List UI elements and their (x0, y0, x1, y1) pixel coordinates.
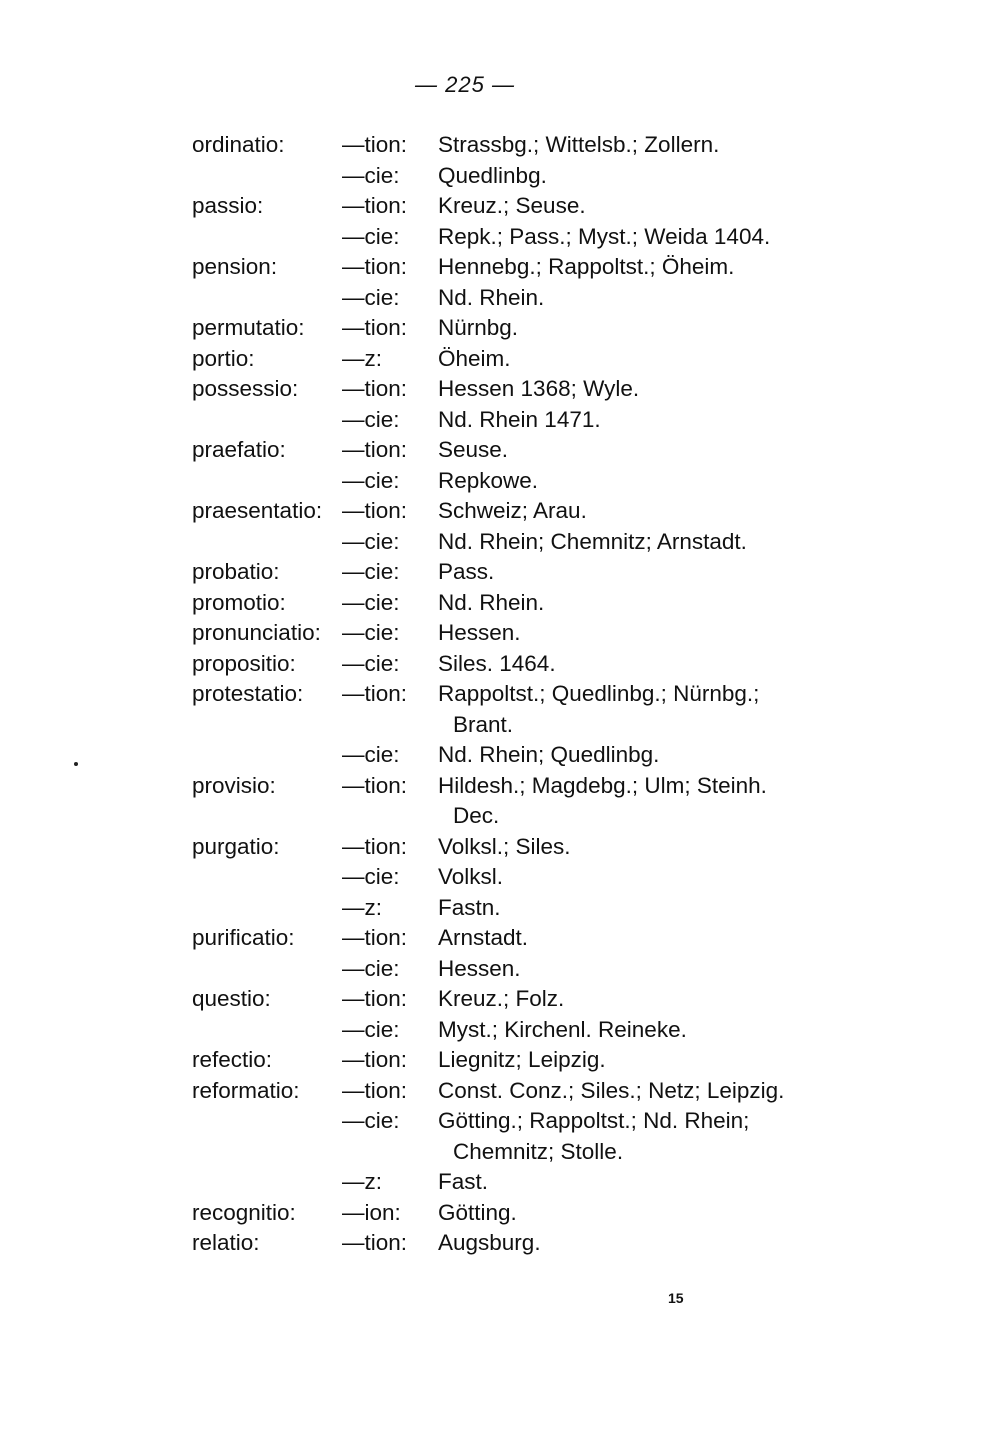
entry-term: relatio: (192, 1230, 260, 1255)
entry-sources: Götting.; Rappoltst.; Nd. Rhein; (438, 1108, 750, 1133)
entry-sources: Strassbg.; Wittelsb.; Zollern. (438, 132, 720, 157)
entry-row (0, 283, 1000, 314)
entry-suffix: —tion: (342, 772, 408, 798)
entry-sources: Hessen. (438, 955, 521, 981)
page-number: — 225 — (415, 72, 515, 97)
entry-row (0, 1045, 1000, 1076)
entry-sources: Augsburg. (438, 1230, 541, 1255)
entry-sources: Hessen 1368; Wyle. (438, 376, 640, 401)
entry-sources: Fastn. (438, 894, 501, 920)
entry-row (0, 191, 1000, 222)
entry-suffix: —tion: (342, 132, 408, 157)
entry-row (0, 222, 1000, 253)
entry-term: propositio: (192, 650, 296, 676)
entry-term: pronunciatio: (192, 620, 321, 645)
entry-term: provisio: (192, 772, 276, 798)
entry-suffix: —tion: (342, 498, 408, 523)
entry-term: permutatio: (192, 315, 305, 340)
entry-sources: Nd. Rhein; Chemnitz; Arnstadt. (438, 528, 747, 554)
entry-suffix: —tion: (342, 986, 408, 1011)
entry-sources: Volksl. (438, 864, 504, 889)
entry-sources: Repkowe. (438, 467, 539, 493)
scan-speck (74, 762, 78, 766)
entry-row (0, 557, 1000, 588)
entry-suffix: —tion: (342, 254, 408, 279)
entry-suffix: —cie: (342, 589, 400, 615)
entry-suffix: —z: (342, 345, 383, 371)
entry-row (0, 496, 1000, 527)
entry-sources: Nd. Rhein 1471. (438, 406, 601, 432)
printer-signature-mark: 15 (668, 1290, 684, 1306)
entry-term: praefatio: (192, 437, 286, 462)
entry-suffix: —z: (342, 1169, 383, 1194)
entry-term: protestatio: (192, 681, 304, 706)
entry-row (0, 435, 1000, 466)
entry-sources: Fast. (438, 1169, 489, 1194)
entry-row (0, 923, 1000, 954)
entry-term: refectio: (192, 1047, 273, 1072)
entry-sources: Const. Conz.; Siles.; Netz; Leipzig. (438, 1077, 785, 1103)
entry-sources: Kreuz.; Seuse. (438, 193, 586, 218)
entry-suffix: —cie: (342, 1016, 400, 1042)
entry-sources: Siles. 1464. (438, 650, 556, 676)
entry-row (0, 374, 1000, 405)
entry-suffix: —cie: (342, 1108, 400, 1133)
entry-sources: Nd. Rhein; Quedlinbg. (438, 742, 660, 767)
entry-term: questio: (192, 986, 271, 1011)
entry-row (0, 954, 1000, 985)
entry-suffix: —cie: (342, 284, 400, 310)
entry-term: recognitio: (192, 1199, 296, 1225)
entry-sources: Kreuz.; Folz. (438, 986, 565, 1011)
entry-row (0, 801, 1000, 832)
entry-term: pension: (192, 254, 278, 279)
entry-suffix: —cie: (342, 559, 400, 584)
entry-sources: Liegnitz; Leipzig. (438, 1047, 606, 1072)
entry-term: passio: (192, 193, 264, 218)
entry-sources: Hessen. (438, 620, 521, 645)
entry-suffix: —tion: (342, 437, 408, 462)
entry-term: promotio: (192, 589, 286, 615)
entry-row (0, 313, 1000, 344)
entry-term: ordinatio: (192, 132, 285, 157)
entry-row (0, 771, 1000, 802)
entry-row (0, 1076, 1000, 1107)
entry-sources: Quedlinbg. (438, 162, 547, 188)
entry-sources: Pass. (438, 559, 495, 584)
entry-row (0, 1137, 1000, 1168)
entry-row (0, 1228, 1000, 1259)
entry-suffix: —tion: (342, 376, 408, 401)
entry-sources: Götting. (438, 1199, 517, 1225)
entry-row (0, 649, 1000, 680)
entry-row (0, 832, 1000, 863)
entry-row (0, 588, 1000, 619)
entry-suffix: —cie: (342, 620, 400, 645)
entry-sources: Seuse. (438, 437, 509, 462)
entry-suffix: —tion: (342, 925, 408, 950)
entry-term: reformatio: (192, 1077, 300, 1103)
entry-sources: Chemnitz; Stolle. (453, 1138, 624, 1164)
entry-row (0, 862, 1000, 893)
entry-sources: Hildesh.; Magdebg.; Ulm; Steinh. (438, 772, 767, 798)
entry-suffix: —ion: (342, 1199, 401, 1225)
entry-row (0, 405, 1000, 436)
entry-suffix: —tion: (342, 1230, 408, 1255)
entry-sources: Schweiz; Arau. (438, 498, 587, 523)
entry-sources: Öheim. (438, 345, 511, 371)
entry-suffix: —tion: (342, 1077, 408, 1103)
entry-suffix: —tion: (342, 1047, 408, 1072)
entry-suffix: —tion: (342, 315, 408, 340)
entry-suffix: —cie: (342, 742, 400, 767)
entry-sources: Dec. (453, 803, 500, 828)
entry-term: purgatio: (192, 833, 280, 859)
entry-row (0, 1015, 1000, 1046)
entry-row (0, 618, 1000, 649)
entry-row (0, 1198, 1000, 1229)
entry-row (0, 252, 1000, 283)
entry-sources: Hennebg.; Rappoltst.; Öheim. (438, 254, 735, 279)
entry-row (0, 1167, 1000, 1198)
entry-row (0, 984, 1000, 1015)
entry-sources: Myst.; Kirchenl. Reineke. (438, 1016, 687, 1042)
entry-suffix: —cie: (342, 528, 400, 554)
entry-sources: Volksl.; Siles. (438, 833, 571, 859)
entry-row (0, 161, 1000, 192)
entry-suffix: —cie: (342, 406, 400, 432)
entry-term: portio: (192, 345, 255, 371)
entry-row (0, 710, 1000, 741)
entry-term: purificatio: (192, 925, 295, 950)
entry-row (0, 466, 1000, 497)
entry-suffix: —cie: (342, 650, 400, 676)
entry-row (0, 527, 1000, 558)
entry-sources: Rappoltst.; Quedlinbg.; Nürnbg.; (438, 681, 760, 706)
entry-term: praesentatio: (192, 498, 323, 523)
entry-suffix: —cie: (342, 223, 400, 249)
entry-suffix: —tion: (342, 193, 408, 218)
entry-sources: Nd. Rhein. (438, 284, 545, 310)
entry-suffix: —cie: (342, 162, 400, 188)
entry-row (0, 1106, 1000, 1137)
entry-term: possessio: (192, 376, 299, 401)
entry-sources: Repk.; Pass.; Myst.; Weida 1404. (438, 223, 771, 249)
entry-suffix: —z: (342, 894, 383, 920)
entry-term: probatio: (192, 559, 280, 584)
entry-row (0, 893, 1000, 924)
glossary-entries (0, 130, 1000, 1259)
entry-row (0, 344, 1000, 375)
entry-row (0, 740, 1000, 771)
entry-sources: Arnstadt. (438, 925, 529, 950)
entry-suffix: —cie: (342, 955, 400, 981)
entry-sources: Nd. Rhein. (438, 589, 545, 615)
entry-suffix: —cie: (342, 467, 400, 493)
entry-sources: Brant. (453, 711, 514, 737)
entry-suffix: —tion: (342, 833, 408, 859)
entry-row (0, 679, 1000, 710)
entry-row (0, 130, 1000, 161)
entry-suffix: —tion: (342, 681, 408, 706)
entry-suffix: —cie: (342, 864, 400, 889)
entry-sources: Nürnbg. (438, 315, 519, 340)
